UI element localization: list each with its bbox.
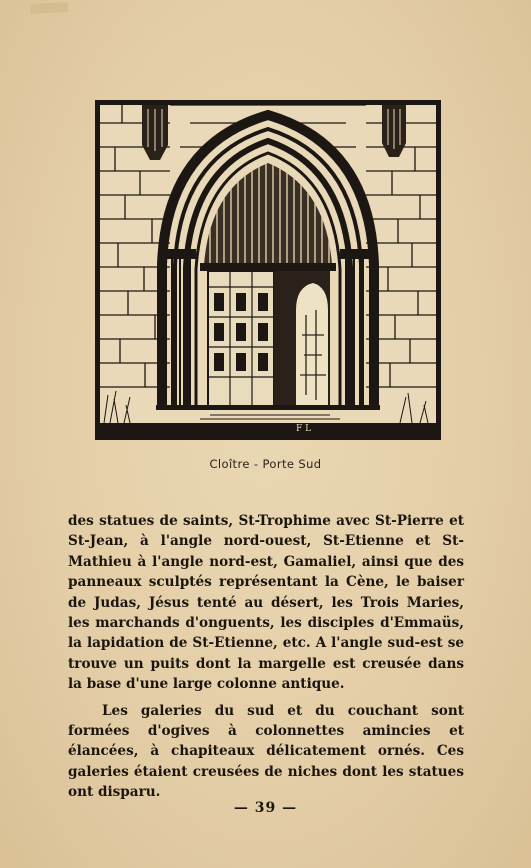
paragraph: Les galeries du sud et du couchant sont formées d'ogives à colonnettes amincies et élancées, à chapiteaux délicatement ornés. Ces galeries étaient creusées de niches dont les statues ont disparu. [68,702,464,801]
figure-caption: Cloître - Porte Sud [209,457,322,471]
porte-sud-engraving [100,105,436,435]
door-leaf [208,271,274,409]
threshold [100,405,436,435]
body-text [68,511,464,803]
illustration-frame [95,100,441,440]
doorway-opening [274,271,330,407]
page-number: — 39 — [233,800,298,816]
artist-signature: F L [296,424,312,434]
lintel [200,263,336,271]
paragraph: des statues de saints, St-Trophime avec St-Pierre et St-Jean, à l'angle nord-ouest, St-Etienne et St-Mathieu à l'angle nord-est, Gamaliel, ainsi que des panneaux sculptés représentant la Cène, le baiser de Judas, Jésus tenté au désert, les Trois Maries, les marchands d'onguents, les disciples d'Emmaüs, la lapidation de St-Etienne, etc. A l'angle sud-est se trouve un puits dont la margelle est creusée dans la base d'une large colonne antique. [68,513,464,693]
paper-mark [30,2,68,14]
